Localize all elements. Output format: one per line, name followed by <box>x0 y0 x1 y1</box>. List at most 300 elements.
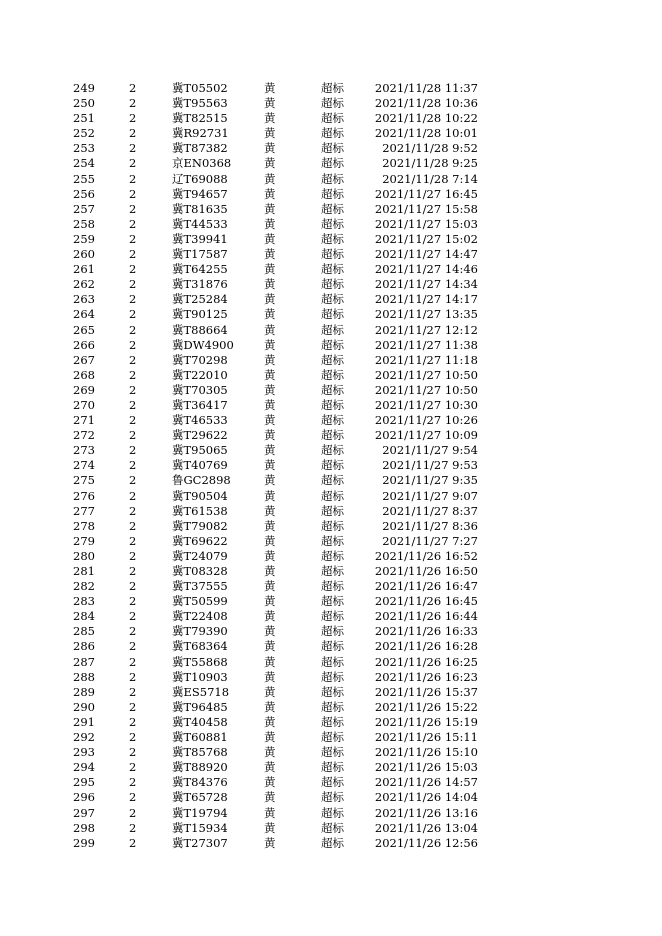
status-cell: 超标 <box>321 745 344 760</box>
row-number-cell: 272 <box>73 428 95 443</box>
status-cell: 超标 <box>321 382 344 397</box>
timestamp-cell: 2021/11/26 15:10 <box>374 745 478 760</box>
level-cell: 2 <box>129 639 137 654</box>
status-cell: 超标 <box>321 790 344 805</box>
status-cell: 超标 <box>321 186 344 201</box>
level-cell: 2 <box>129 669 137 684</box>
plate-number-cell: 冀T96485 <box>172 699 228 714</box>
status-cell: 超标 <box>321 699 344 714</box>
status-cell: 超标 <box>321 397 344 412</box>
plate-number-cell: 冀T55868 <box>172 654 228 669</box>
table-row <box>0 806 662 821</box>
plate-number-cell: 冀T05502 <box>172 81 228 95</box>
row-number-cell: 276 <box>73 488 95 503</box>
plate-number-cell: 冀T70298 <box>172 352 228 367</box>
plate-number-cell: 冀T70305 <box>172 382 228 397</box>
level-cell: 2 <box>129 81 137 95</box>
table-row <box>0 775 662 790</box>
level-cell: 2 <box>129 382 137 397</box>
timestamp-cell: 2021/11/26 15:03 <box>374 760 478 775</box>
timestamp-cell: 2021/11/28 7:14 <box>382 171 478 186</box>
status-cell: 超标 <box>321 714 344 729</box>
row-number-cell: 267 <box>73 352 95 367</box>
row-number-cell: 266 <box>73 337 95 352</box>
plate-number-cell: 冀T68364 <box>172 639 228 654</box>
level-cell: 2 <box>129 548 137 563</box>
level-cell: 2 <box>129 805 137 820</box>
table-row <box>0 126 662 141</box>
timestamp-cell: 2021/11/27 10:26 <box>374 413 478 428</box>
status-cell: 超标 <box>321 201 344 216</box>
level-cell: 2 <box>129 413 137 428</box>
plate-color-cell: 黄 <box>264 171 276 186</box>
table-row <box>0 670 662 685</box>
row-number-cell: 288 <box>73 669 95 684</box>
plate-color-cell: 黄 <box>264 413 276 428</box>
plate-color-cell: 黄 <box>264 81 276 95</box>
plate-color-cell: 黄 <box>264 684 276 699</box>
status-cell: 超标 <box>321 684 344 699</box>
plate-color-cell: 黄 <box>264 775 276 790</box>
timestamp-cell: 2021/11/27 14:46 <box>374 262 478 277</box>
timestamp-cell: 2021/11/26 16:44 <box>374 609 478 624</box>
plate-number-cell: 冀T50599 <box>172 594 228 609</box>
row-number-cell: 252 <box>73 126 95 141</box>
timestamp-cell: 2021/11/26 12:56 <box>374 835 478 850</box>
level-cell: 2 <box>129 684 137 699</box>
timestamp-cell: 2021/11/28 10:01 <box>374 126 478 141</box>
plate-number-cell: 冀T15934 <box>172 820 228 835</box>
level-cell: 2 <box>129 96 137 111</box>
table-row <box>0 277 662 292</box>
timestamp-cell: 2021/11/27 8:36 <box>382 518 478 533</box>
status-cell: 超标 <box>321 216 344 231</box>
plate-number-cell: 冀T24079 <box>172 548 228 563</box>
timestamp-cell: 2021/11/26 16:28 <box>374 639 478 654</box>
level-cell: 2 <box>129 216 137 231</box>
table-row <box>0 745 662 760</box>
plate-number-cell: 冀T17587 <box>172 247 228 262</box>
row-number-cell: 264 <box>73 307 95 322</box>
row-number-cell: 292 <box>73 730 95 745</box>
plate-color-cell: 黄 <box>264 247 276 262</box>
plate-color-cell: 黄 <box>264 699 276 714</box>
plate-number-cell: 冀T95065 <box>172 443 228 458</box>
row-number-cell: 277 <box>73 503 95 518</box>
level-cell: 2 <box>129 171 137 186</box>
plate-color-cell: 黄 <box>264 533 276 548</box>
timestamp-cell: 2021/11/27 14:34 <box>374 277 478 292</box>
timestamp-cell: 2021/11/27 10:50 <box>374 367 478 382</box>
table-row <box>0 368 662 383</box>
table-row <box>0 639 662 654</box>
status-cell: 超标 <box>321 639 344 654</box>
plate-color-cell: 黄 <box>264 322 276 337</box>
row-number-cell: 297 <box>73 805 95 820</box>
level-cell: 2 <box>129 820 137 835</box>
plate-color-cell: 黄 <box>264 443 276 458</box>
plate-color-cell: 黄 <box>264 564 276 578</box>
status-cell: 超标 <box>321 322 344 337</box>
plate-color-cell: 黄 <box>264 594 276 609</box>
table-row <box>0 202 662 217</box>
timestamp-cell: 2021/11/26 13:04 <box>374 820 478 835</box>
row-number-cell: 287 <box>73 654 95 669</box>
table-row <box>0 624 662 639</box>
level-cell: 2 <box>129 730 137 745</box>
plate-number-cell: 冀T39941 <box>172 231 228 246</box>
status-cell: 超标 <box>321 488 344 503</box>
data-sheet <box>0 81 662 851</box>
timestamp-cell: 2021/11/28 10:22 <box>374 111 478 126</box>
plate-color-cell: 黄 <box>264 503 276 518</box>
row-number-cell: 271 <box>73 413 95 428</box>
table-row <box>0 579 662 594</box>
status-cell: 超标 <box>321 428 344 443</box>
status-cell: 超标 <box>321 352 344 367</box>
row-number-cell: 282 <box>73 579 95 594</box>
table-row <box>0 413 662 428</box>
level-cell: 2 <box>129 745 137 760</box>
row-number-cell: 295 <box>73 775 95 790</box>
plate-number-cell: 冀T64255 <box>172 262 228 277</box>
level-cell: 2 <box>129 201 137 216</box>
status-cell: 超标 <box>321 141 344 156</box>
level-cell: 2 <box>129 594 137 609</box>
level-cell: 2 <box>129 307 137 322</box>
timestamp-cell: 2021/11/27 10:09 <box>374 428 478 443</box>
plate-number-cell: 冀T88920 <box>172 760 228 775</box>
table-row <box>0 383 662 398</box>
row-number-cell: 274 <box>73 458 95 473</box>
plate-color-cell: 黄 <box>264 186 276 201</box>
plate-color-cell: 黄 <box>264 760 276 775</box>
status-cell: 超标 <box>321 277 344 292</box>
row-number-cell: 289 <box>73 684 95 699</box>
plate-color-cell: 黄 <box>264 730 276 745</box>
status-cell: 超标 <box>321 171 344 186</box>
level-cell: 2 <box>129 141 137 156</box>
timestamp-cell: 2021/11/27 11:18 <box>374 352 478 367</box>
plate-number-cell: 冀T29622 <box>172 428 228 443</box>
plate-color-cell: 黄 <box>264 835 276 850</box>
level-cell: 2 <box>129 473 137 488</box>
plate-number-cell: 冀T79390 <box>172 624 228 639</box>
plate-color-cell: 黄 <box>264 654 276 669</box>
table-row <box>0 489 662 504</box>
plate-number-cell: 冀T25284 <box>172 292 228 307</box>
table-row <box>0 262 662 277</box>
plate-color-cell: 黄 <box>264 352 276 367</box>
plate-number-cell: 冀T84376 <box>172 775 228 790</box>
timestamp-cell: 2021/11/26 15:37 <box>374 684 478 699</box>
plate-number-cell: 冀T87382 <box>172 141 228 156</box>
table-row <box>0 715 662 730</box>
table-row <box>0 564 662 579</box>
plate-number-cell: 冀T08328 <box>172 564 228 578</box>
timestamp-cell: 2021/11/26 14:04 <box>374 790 478 805</box>
timestamp-cell: 2021/11/26 16:47 <box>374 579 478 594</box>
table-row <box>0 685 662 700</box>
status-cell: 超标 <box>321 413 344 428</box>
row-number-cell: 256 <box>73 186 95 201</box>
table-row <box>0 504 662 519</box>
table-row <box>0 247 662 262</box>
plate-color-cell: 黄 <box>264 292 276 307</box>
table-row <box>0 458 662 473</box>
status-cell: 超标 <box>321 231 344 246</box>
plate-color-cell: 黄 <box>264 609 276 624</box>
level-cell: 2 <box>129 654 137 669</box>
plate-number-cell: 冀T46533 <box>172 413 228 428</box>
timestamp-cell: 2021/11/26 16:50 <box>374 564 478 578</box>
row-number-cell: 286 <box>73 639 95 654</box>
table-row <box>0 594 662 609</box>
plate-color-cell: 黄 <box>264 307 276 322</box>
timestamp-cell: 2021/11/28 9:25 <box>382 156 478 171</box>
plate-color-cell: 黄 <box>264 231 276 246</box>
table-row <box>0 292 662 307</box>
plate-color-cell: 黄 <box>264 201 276 216</box>
status-cell: 超标 <box>321 337 344 352</box>
row-number-cell: 250 <box>73 96 95 111</box>
status-cell: 超标 <box>321 518 344 533</box>
plate-color-cell: 黄 <box>264 428 276 443</box>
plate-number-cell: 冀ES5718 <box>172 684 230 699</box>
plate-color-cell: 黄 <box>264 805 276 820</box>
timestamp-cell: 2021/11/26 16:23 <box>374 669 478 684</box>
timestamp-cell: 2021/11/28 11:37 <box>374 81 478 95</box>
status-cell: 超标 <box>321 473 344 488</box>
row-number-cell: 298 <box>73 820 95 835</box>
status-cell: 超标 <box>321 624 344 639</box>
timestamp-cell: 2021/11/27 14:47 <box>374 247 478 262</box>
row-number-cell: 296 <box>73 790 95 805</box>
row-number-cell: 279 <box>73 533 95 548</box>
plate-color-cell: 黄 <box>264 111 276 126</box>
level-cell: 2 <box>129 518 137 533</box>
plate-color-cell: 黄 <box>264 277 276 292</box>
row-number-cell: 291 <box>73 714 95 729</box>
timestamp-cell: 2021/11/27 9:07 <box>382 488 478 503</box>
level-cell: 2 <box>129 231 137 246</box>
table-row <box>0 519 662 534</box>
timestamp-cell: 2021/11/26 15:11 <box>374 730 478 745</box>
timestamp-cell: 2021/11/27 8:37 <box>382 503 478 518</box>
table-row <box>0 96 662 111</box>
table-row <box>0 534 662 549</box>
status-cell: 超标 <box>321 579 344 594</box>
level-cell: 2 <box>129 790 137 805</box>
timestamp-cell: 2021/11/27 12:12 <box>374 322 478 337</box>
plate-color-cell: 黄 <box>264 518 276 533</box>
level-cell: 2 <box>129 156 137 171</box>
plate-color-cell: 黄 <box>264 579 276 594</box>
plate-color-cell: 黄 <box>264 458 276 473</box>
plate-color-cell: 黄 <box>264 790 276 805</box>
timestamp-cell: 2021/11/27 15:58 <box>374 201 478 216</box>
table-row <box>0 398 662 413</box>
row-number-cell: 259 <box>73 231 95 246</box>
timestamp-cell: 2021/11/27 10:50 <box>374 382 478 397</box>
plate-number-cell: 冀T61538 <box>172 503 228 518</box>
level-cell: 2 <box>129 322 137 337</box>
table-row <box>0 700 662 715</box>
plate-color-cell: 黄 <box>264 382 276 397</box>
level-cell: 2 <box>129 533 137 548</box>
row-number-cell: 283 <box>73 594 95 609</box>
table-row <box>0 473 662 488</box>
level-cell: 2 <box>129 337 137 352</box>
timestamp-cell: 2021/11/26 16:25 <box>374 654 478 669</box>
timestamp-cell: 2021/11/28 10:36 <box>374 96 478 111</box>
timestamp-cell: 2021/11/27 16:45 <box>374 186 478 201</box>
table-row <box>0 141 662 156</box>
plate-number-cell: 冀T19794 <box>172 805 228 820</box>
timestamp-cell: 2021/11/27 10:30 <box>374 397 478 412</box>
level-cell: 2 <box>129 428 137 443</box>
status-cell: 超标 <box>321 247 344 262</box>
level-cell: 2 <box>129 760 137 775</box>
status-cell: 超标 <box>321 730 344 745</box>
plate-number-cell: 冀DW4900 <box>172 337 234 352</box>
table-row <box>0 232 662 247</box>
plate-number-cell: 冀T27307 <box>172 835 228 850</box>
plate-number-cell: 冀T31876 <box>172 277 228 292</box>
table-row <box>0 323 662 338</box>
status-cell: 超标 <box>321 96 344 111</box>
status-cell: 超标 <box>321 820 344 835</box>
row-number-cell: 251 <box>73 111 95 126</box>
row-number-cell: 284 <box>73 609 95 624</box>
table-row <box>0 307 662 322</box>
table-row <box>0 836 662 851</box>
level-cell: 2 <box>129 624 137 639</box>
level-cell: 2 <box>129 262 137 277</box>
row-number-cell: 275 <box>73 473 95 488</box>
timestamp-cell: 2021/11/26 15:22 <box>374 699 478 714</box>
table-row <box>0 821 662 836</box>
table-row <box>0 187 662 202</box>
level-cell: 2 <box>129 699 137 714</box>
level-cell: 2 <box>129 111 137 126</box>
plate-number-cell: 冀T37555 <box>172 579 228 594</box>
level-cell: 2 <box>129 443 137 458</box>
row-number-cell: 255 <box>73 171 95 186</box>
table-row <box>0 428 662 443</box>
plate-number-cell: 冀R92731 <box>172 126 229 141</box>
row-number-cell: 254 <box>73 156 95 171</box>
plate-number-cell: 冀T85768 <box>172 745 228 760</box>
plate-color-cell: 黄 <box>264 262 276 277</box>
plate-color-cell: 黄 <box>264 473 276 488</box>
timestamp-cell: 2021/11/26 16:33 <box>374 624 478 639</box>
timestamp-cell: 2021/11/26 15:19 <box>374 714 478 729</box>
level-cell: 2 <box>129 277 137 292</box>
row-number-cell: 262 <box>73 277 95 292</box>
status-cell: 超标 <box>321 503 344 518</box>
table-row <box>0 549 662 564</box>
plate-number-cell: 冀T22408 <box>172 609 228 624</box>
plate-number-cell: 冀T82515 <box>172 111 228 126</box>
plate-number-cell: 冀T69622 <box>172 533 228 548</box>
status-cell: 超标 <box>321 835 344 850</box>
plate-color-cell: 黄 <box>264 156 276 171</box>
status-cell: 超标 <box>321 775 344 790</box>
level-cell: 2 <box>129 835 137 850</box>
timestamp-cell: 2021/11/27 11:38 <box>374 337 478 352</box>
level-cell: 2 <box>129 609 137 624</box>
plate-number-cell: 辽T69088 <box>172 171 228 186</box>
timestamp-cell: 2021/11/27 15:03 <box>374 216 478 231</box>
timestamp-cell: 2021/11/27 9:53 <box>382 458 478 473</box>
row-number-cell: 281 <box>73 564 95 578</box>
table-row <box>0 353 662 368</box>
plate-number-cell: 冀T44533 <box>172 216 228 231</box>
status-cell: 超标 <box>321 609 344 624</box>
status-cell: 超标 <box>321 443 344 458</box>
plate-number-cell: 冀T60881 <box>172 730 228 745</box>
timestamp-cell: 2021/11/26 14:57 <box>374 775 478 790</box>
timestamp-cell: 2021/11/27 15:02 <box>374 231 478 246</box>
plate-color-cell: 黄 <box>264 488 276 503</box>
timestamp-cell: 2021/11/27 14:17 <box>374 292 478 307</box>
plate-number-cell: 冀T40458 <box>172 714 228 729</box>
level-cell: 2 <box>129 247 137 262</box>
plate-number-cell: 冀T88664 <box>172 322 228 337</box>
status-cell: 超标 <box>321 262 344 277</box>
status-cell: 超标 <box>321 111 344 126</box>
row-number-cell: 268 <box>73 367 95 382</box>
level-cell: 2 <box>129 503 137 518</box>
timestamp-cell: 2021/11/26 16:52 <box>374 548 478 563</box>
status-cell: 超标 <box>321 367 344 382</box>
status-cell: 超标 <box>321 760 344 775</box>
row-number-cell: 299 <box>73 835 95 850</box>
table-row <box>0 111 662 126</box>
status-cell: 超标 <box>321 292 344 307</box>
plate-number-cell: 冀T10903 <box>172 669 228 684</box>
table-row <box>0 790 662 805</box>
timestamp-cell: 2021/11/27 7:27 <box>382 533 478 548</box>
plate-color-cell: 黄 <box>264 367 276 382</box>
plate-color-cell: 黄 <box>264 337 276 352</box>
status-cell: 超标 <box>321 81 344 95</box>
plate-number-cell: 冀T94657 <box>172 186 228 201</box>
row-number-cell: 290 <box>73 699 95 714</box>
table-row <box>0 172 662 187</box>
row-number-cell: 258 <box>73 216 95 231</box>
timestamp-cell: 2021/11/28 9:52 <box>382 141 478 156</box>
plate-color-cell: 黄 <box>264 669 276 684</box>
level-cell: 2 <box>129 367 137 382</box>
status-cell: 超标 <box>321 126 344 141</box>
table-row <box>0 730 662 745</box>
status-cell: 超标 <box>321 156 344 171</box>
row-number-cell: 249 <box>73 81 95 95</box>
row-number-cell: 294 <box>73 760 95 775</box>
timestamp-cell: 2021/11/26 16:45 <box>374 594 478 609</box>
table-row <box>0 609 662 624</box>
plate-color-cell: 黄 <box>264 820 276 835</box>
plate-number-cell: 京EN0368 <box>172 156 232 171</box>
row-number-cell: 261 <box>73 262 95 277</box>
row-number-cell: 273 <box>73 443 95 458</box>
timestamp-cell: 2021/11/27 13:35 <box>374 307 478 322</box>
row-number-cell: 257 <box>73 201 95 216</box>
plate-color-cell: 黄 <box>264 624 276 639</box>
timestamp-cell: 2021/11/26 13:16 <box>374 805 478 820</box>
